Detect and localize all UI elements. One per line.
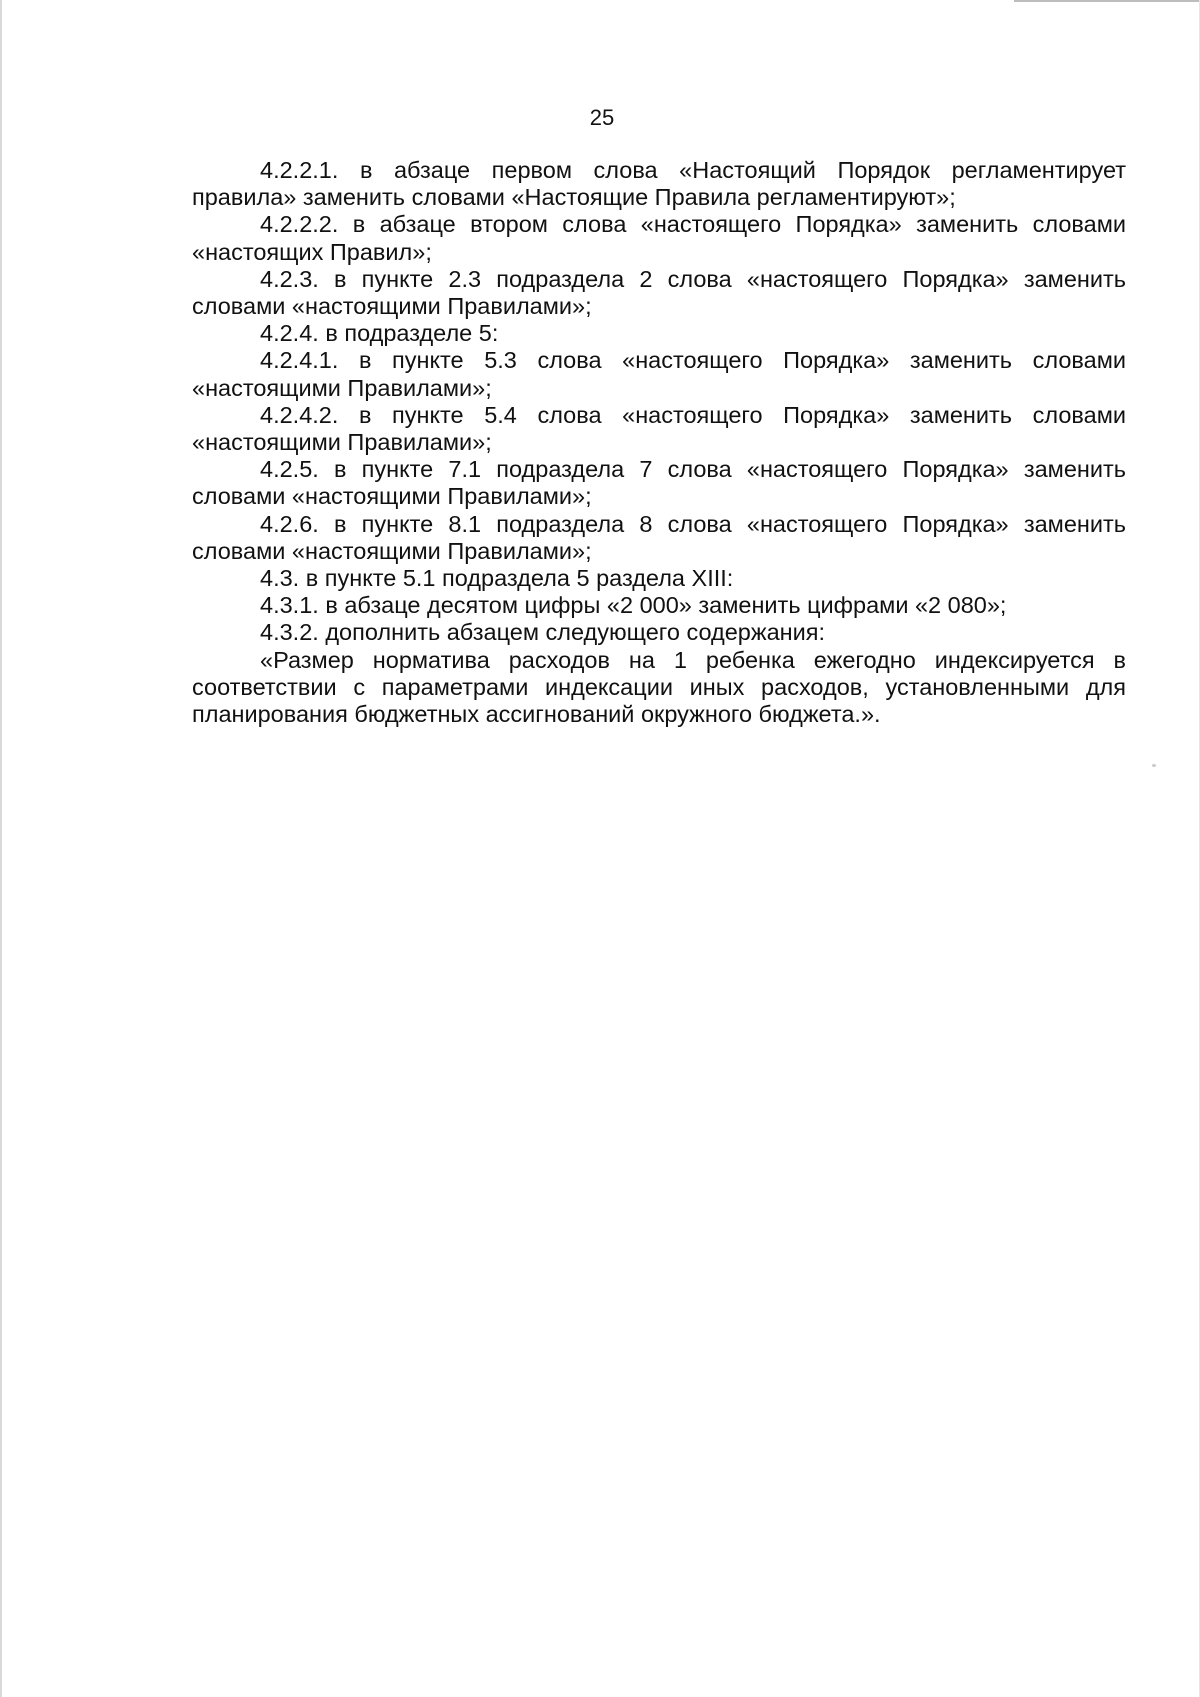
paragraph-4-2-3: 4.2.3. в пункте 2.3 подраздела 2 слова «настоящего Порядка» заменить словами «настоящими Правилами»; [192, 265, 1126, 320]
paragraph-4-3-2: 4.3.2. дополнить абзацем следующего содержания: [260, 619, 826, 646]
paragraph-4-3-1: 4.3.1. в абзаце десятом цифры «2 000» заменить цифрами «2 080»; [260, 592, 1007, 619]
page-number: 25 [589, 105, 615, 130]
paragraph-quoted-text: «Размер норматива расходов на 1 ребенка ежегодно индексируется в соответствии с параметрами индексации иных расходов, установленными для планирования бюджетных ассигнований окружного бюджета.». [192, 646, 1126, 728]
paragraph-4-2-6: 4.2.6. в пункте 8.1 подраздела 8 слова «настоящего Порядка» заменить словами «настоящими Правилами»; [192, 510, 1126, 564]
paragraph-4-2-4: 4.2.4. в подразделе 5: [260, 320, 499, 347]
paragraph-4-3: 4.3. в пункте 5.1 подраздела 5 раздела XIII: [260, 565, 734, 592]
paragraph-4-2-5: 4.2.5. в пункте 7.1 подраздела 7 слова «настоящего Порядка» заменить словами «настоящими Правилами»; [192, 456, 1126, 510]
scan-speck [1152, 764, 1156, 767]
document-body [192, 157, 1126, 728]
paragraph-4-2-2-2: 4.2.2.2. в абзаце втором слова «настоящего Порядка» заменить словами «настоящих Правил»; [192, 211, 1126, 265]
scan-edge-line [1014, 0, 1199, 2]
paragraph-4-2-2-1: 4.2.2.1. в абзаце первом слова «Настоящий Порядок регламентирует правила» заменить словами «Настоящие Правила регламентируют»; [192, 157, 1126, 211]
paragraph-4-2-4-2: 4.2.4.2. в пункте 5.4 слова «настоящего Порядка» заменить словами «настоящими Правилами»; [192, 401, 1126, 456]
paragraph-4-2-4-1: 4.2.4.1. в пункте 5.3 слова «настоящего Порядка» заменить словами «настоящими Правилами»; [192, 347, 1126, 401]
